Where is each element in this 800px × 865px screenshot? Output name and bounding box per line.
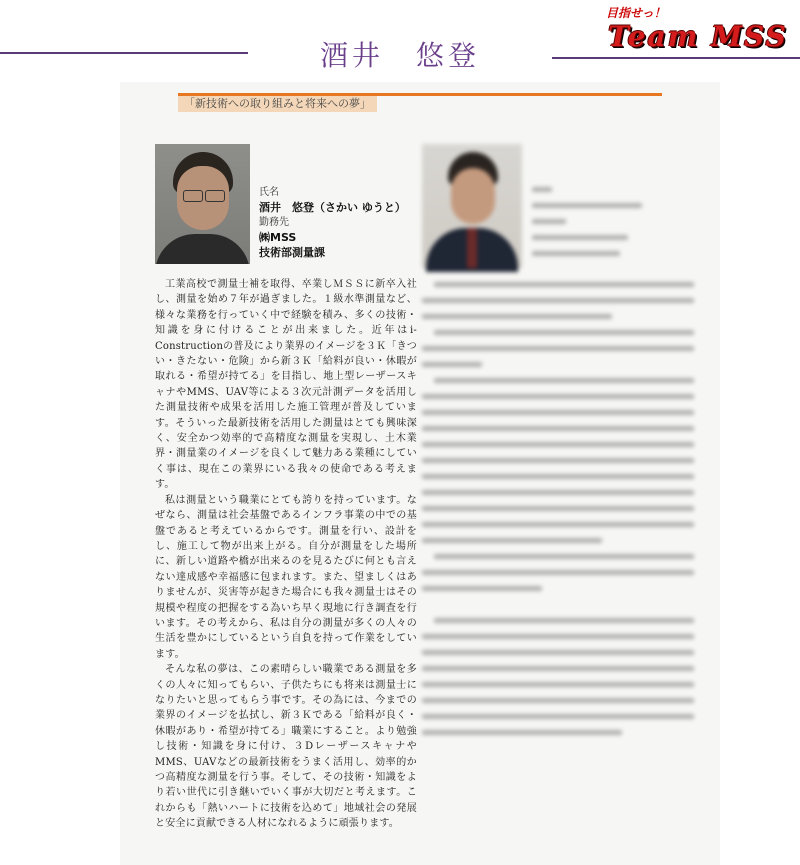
logo-tagline: 目指せっ！: [606, 6, 666, 20]
profile-photo: [155, 144, 250, 264]
blurred-line: [422, 650, 694, 655]
header-rule-right: [552, 57, 800, 59]
department-name: 技術部測量課: [259, 246, 325, 259]
blurred-line: [532, 251, 620, 256]
photo-glasses-left: [183, 190, 203, 202]
blurred-photo: [422, 144, 522, 268]
blurred-line: [434, 330, 694, 335]
blurred-line: [434, 282, 694, 287]
paragraph: 工業高校で測量士補を取得、卒業しＭＳＳに新卒入社し、測量を始め７年が過ぎました。１級水準測量など、様々な業務を行っていく中で経験を積み、多くの技術・知識を身に付けることが出来ました。近年はi-Constructionの普及により業界のイメージを３Ｋ「きつい・きたない・危険」から新３Ｋ「給料が良い・休暇が取れる・希望が持てる」を目指し、地上型レーザースキャナやMMS、UAV等による３次元計測データを活用した測量技術や成果を活用した施工管理が普及しています。そういった最新技術を活用した測量はとても興味深く、安全かつ効率的で高精度な測量を実現し、土木業界・測量業のイメージを良くして魅力ある業種にしていく事は、現在この業界にいる我々の使命である考えます。: [155, 279, 417, 491]
blurred-photo-tie: [467, 228, 477, 268]
blurred-line: [422, 458, 694, 463]
blurred-line: [422, 490, 694, 495]
blurred-line: [422, 394, 694, 399]
name-value: 酒井 悠登（さかい ゆうと）: [259, 201, 406, 214]
blurred-line: [422, 666, 694, 671]
name-label: 氏名: [259, 187, 279, 198]
team-logo: [606, 4, 794, 52]
blurred-photo-face: [451, 168, 495, 224]
workplace-label: 勤務先: [259, 217, 289, 228]
photo-glasses-right: [205, 190, 225, 202]
blurred-line: [434, 554, 694, 559]
paragraph: 私は測量という職業にとても誇りを持っています。なぜなら、測量は社会基盤であるインフラ事業の中での基盤であると考えているからです。測量を行い、設計をし、施工して物が出来上がる。自分が測量をした場所に、新しい道路や橋が出来るのを見るたびに何とも言えない達成感や幸福感に包まれます。また、望ましくはありませんが、災害等が起きた場合にも我々測量士はその規模や程度の把握をする為いち早く現地に行き調査を行います。その考えから、私は自分の測量が多くの人々の生活を豊かにしているという自負を持って作業をしています。: [155, 494, 417, 660]
blurred-line: [422, 586, 542, 591]
blurred-line: [422, 698, 694, 703]
company-name: ㈱MSS: [259, 231, 297, 244]
blurred-line: [422, 410, 694, 415]
blurred-line: [422, 506, 694, 511]
header-rule-left: [0, 52, 248, 54]
blurred-line: [434, 618, 694, 623]
blurred-line: [422, 362, 482, 367]
blurred-line: [422, 538, 602, 543]
blurred-line: [532, 187, 552, 192]
blurred-line: [422, 522, 694, 527]
profile-info: [259, 185, 406, 260]
blurred-line: [422, 682, 694, 687]
blurred-line: [422, 714, 694, 719]
blurred-line: [422, 346, 694, 351]
blurred-line: [422, 298, 694, 303]
blurred-line: [532, 219, 566, 224]
blurred-line: [422, 634, 694, 639]
blurred-line: [422, 426, 694, 431]
section-title: 「新技術への取り組みと将来への夢」: [178, 96, 377, 112]
blurred-line: [434, 378, 694, 383]
blurred-column: [422, 142, 702, 742]
blurred-line: [532, 235, 628, 240]
article-body: [155, 277, 417, 832]
page-title: 酒井 悠登: [320, 39, 481, 72]
blurred-line: [422, 442, 694, 447]
blurred-line: [422, 474, 694, 479]
blurred-line: [422, 570, 694, 575]
paragraph: そんな私の夢は、この素晴らしい職業である測量を多くの人々に知ってもらい、子供たちにも将来は測量士になりたいと思ってもらう事です。その為には、今までの業界のイメージを払拭し、新３Ｋである「給料が良く・休暇があり・希望が持てる」職業にすること。より勉強し技術・知識を身に付け、３DレーザースキャナやMMS、UAVなどの最新技術をうまく活用し、効率的かつ高精度な測量を行う事。そして、その技術・知識をより若い世代に引き継いでいく事が大切だと考えます。これからも「熱いハートに技術を込めて」地域社会の発展と安全に貢献できる人材になれるように頑張ります。: [155, 664, 417, 830]
logo-name: Team MSS: [608, 20, 788, 53]
blurred-line: [532, 203, 642, 208]
blurred-line: [422, 730, 622, 735]
blurred-line: [422, 314, 612, 319]
photo-shirt: [155, 234, 250, 264]
